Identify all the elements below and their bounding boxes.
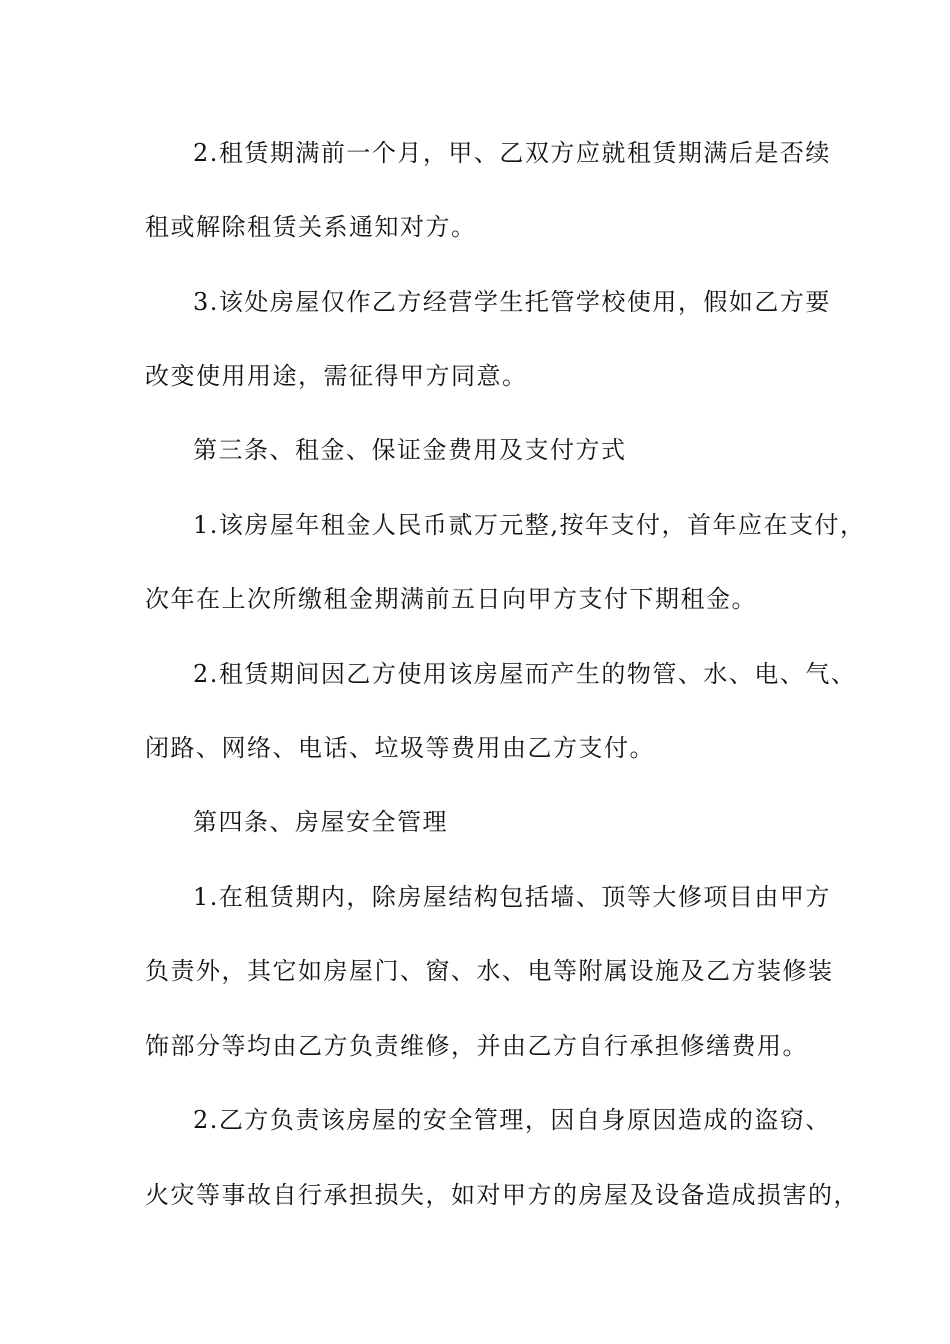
paragraph-line: 3.该处房屋仅作乙方经营学生托管学校使用，假如乙方要	[193, 288, 831, 316]
paragraph-line: 闭路、网络、电话、垃圾等费用由乙方支付。	[145, 734, 655, 762]
paragraph-line: 2.租赁期满前一个月，甲、乙双方应就租赁期满后是否续	[193, 139, 831, 167]
paragraph-line: 2.乙方负责该房屋的安全管理，因自身原因造成的盗窃、	[193, 1106, 831, 1134]
paragraph-line: 火灾等事故自行承担损失，如对甲方的房屋及设备造成损害的，	[145, 1181, 859, 1209]
paragraph-line: 次年在上次所缴租金期满前五日向甲方支付下期租金。	[145, 585, 757, 613]
paragraph-line: 改变使用用途，需征得甲方同意。	[145, 362, 528, 390]
paragraph-line: 1.在租赁期内，除房屋结构包括墙、顶等大修项目由甲方	[193, 883, 831, 911]
section-heading: 第三条、租金、保证金费用及支付方式	[193, 436, 627, 464]
paragraph-line: 2.租赁期间因乙方使用该房屋而产生的物管、水、电、气、	[193, 660, 857, 688]
paragraph-line: 租或解除租赁关系通知对方。	[145, 213, 477, 241]
paragraph-line: 饰部分等均由乙方负责维修，并由乙方自行承担修缮费用。	[145, 1032, 808, 1060]
section-heading: 第四条、房屋安全管理	[193, 808, 448, 836]
paragraph-line: 负责外，其它如房屋门、窗、水、电等附属设施及乙方装修装	[145, 957, 834, 985]
paragraph-line: 1.该房屋年租金人民币贰万元整,按年支付，首年应在支付，	[193, 511, 866, 539]
